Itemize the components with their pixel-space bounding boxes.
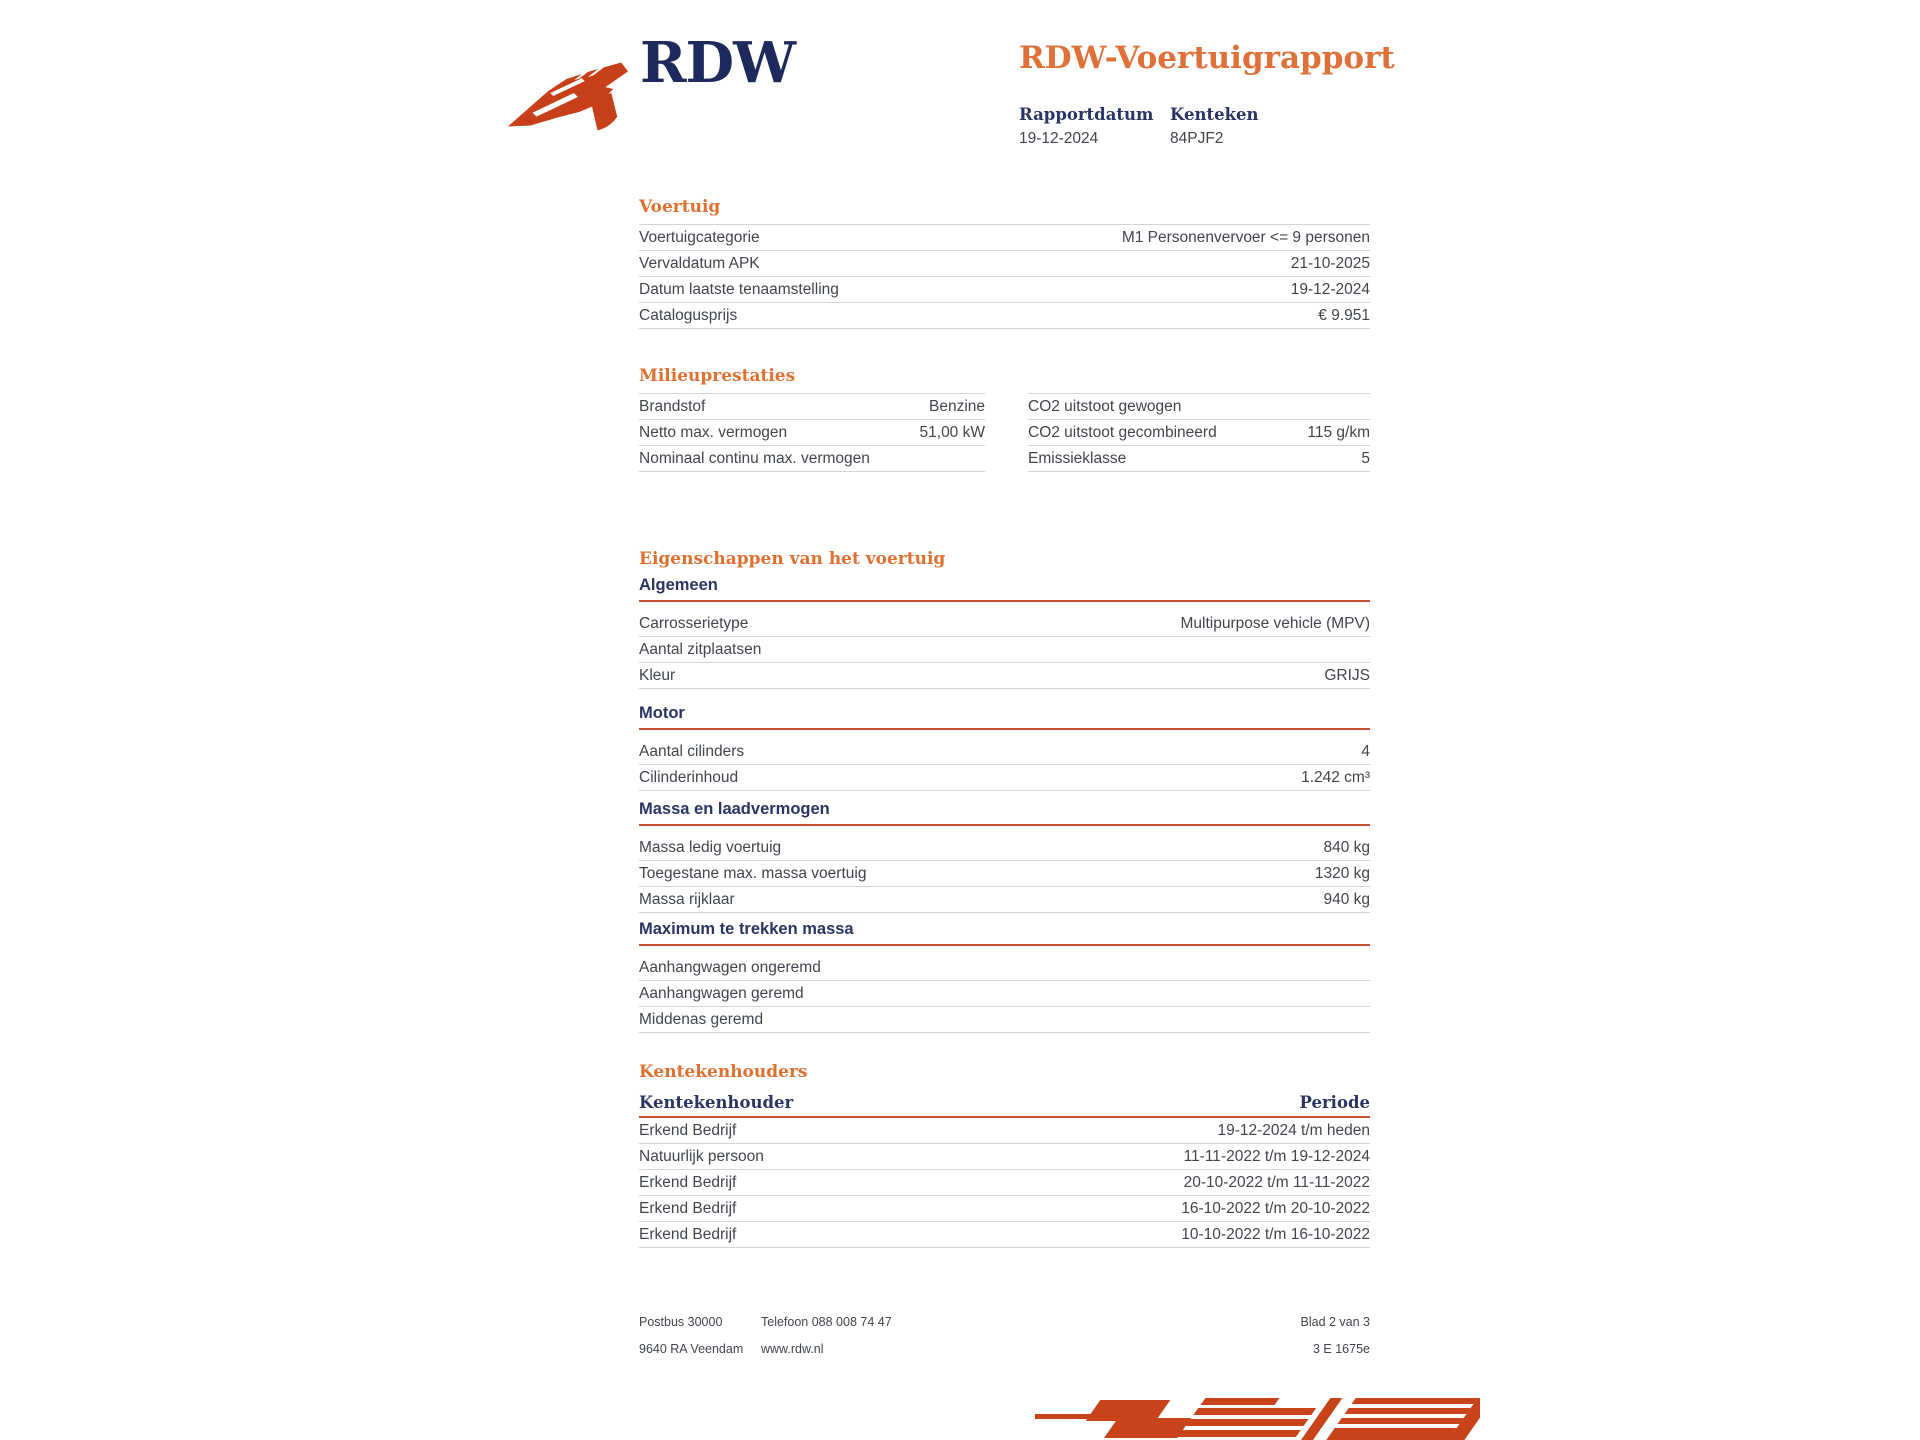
- table-row: [639, 1170, 1370, 1196]
- subsection-motor: [639, 704, 1370, 791]
- table-row: [639, 1144, 1370, 1170]
- row-value: GRIJS: [1324, 666, 1370, 684]
- table-row: [639, 394, 985, 420]
- row-value: 5: [1361, 449, 1370, 467]
- report-date-label: Rapportdatum: [1019, 105, 1154, 124]
- rdw-feather-icon: [503, 47, 631, 139]
- subsection-massa: [639, 800, 1370, 913]
- holder-cell: Natuurlijk persoon: [639, 1147, 764, 1165]
- table-row: [639, 1007, 1370, 1033]
- report-meta: [1019, 105, 1321, 148]
- algemeen-table: [639, 611, 1370, 689]
- column-header-periode: Periode: [1299, 1093, 1370, 1112]
- milieu-right-table: [1028, 393, 1370, 472]
- section-title: Voertuig: [639, 197, 721, 217]
- motif-striped-block: [1326, 1398, 1480, 1440]
- kentekenhouders-header-row: [639, 1089, 1370, 1118]
- footer-line-2: [639, 1342, 1370, 1356]
- table-row: [639, 1118, 1370, 1144]
- holder-cell: Erkend Bedrijf: [639, 1173, 737, 1191]
- motif-stripes: [1176, 1408, 1316, 1440]
- period-cell: 16-10-2022 t/m 20-10-2022: [1181, 1199, 1370, 1217]
- motor-table: [639, 739, 1370, 791]
- row-label: Brandstof: [639, 397, 706, 415]
- row-label: Middenas geremd: [639, 1010, 764, 1028]
- subsection-title-trekken: Maximum te trekken massa: [639, 920, 1370, 946]
- table-row: [639, 303, 1370, 329]
- row-label: Aantal cilinders: [639, 742, 745, 760]
- document-title: RDW-Voertuigrapport: [1019, 40, 1395, 76]
- row-value: 19-12-2024: [1290, 280, 1370, 298]
- row-value: € 9.951: [1318, 306, 1370, 324]
- footer-phone: Telefoon 088 008 74 47: [761, 1315, 892, 1329]
- table-row: [639, 277, 1370, 303]
- row-label: Emissieklasse: [1028, 449, 1127, 467]
- table-row: [639, 446, 985, 472]
- kentekenhouders-table: [639, 1118, 1370, 1248]
- table-row: [639, 1222, 1370, 1248]
- period-cell: 20-10-2022 t/m 11-11-2022: [1183, 1173, 1370, 1191]
- report-date-block: [1019, 105, 1170, 148]
- column-header-kentekenhouder: Kentekenhouder: [639, 1093, 794, 1112]
- table-row: [639, 739, 1370, 765]
- motif-top-bar: [1201, 1398, 1280, 1405]
- table-row: [639, 981, 1370, 1007]
- subsection-title-massa: Massa en laadvermogen: [639, 800, 1370, 826]
- section-voertuig: [639, 197, 1370, 329]
- table-row: [639, 765, 1370, 791]
- rdw-logo-text: RDW: [640, 30, 795, 96]
- row-label: Aanhangwagen geremd: [639, 984, 804, 1002]
- footer-page-indicator: Blad 2 van 3: [1300, 1315, 1370, 1329]
- row-label: Cilinderinhoud: [639, 768, 739, 786]
- massa-table: [639, 835, 1370, 913]
- holder-cell: Erkend Bedrijf: [639, 1225, 737, 1243]
- table-row: [639, 611, 1370, 637]
- footer-doc-code: 3 E 1675e: [1313, 1342, 1370, 1356]
- period-cell: 10-10-2022 t/m 16-10-2022: [1181, 1225, 1370, 1243]
- holder-cell: Erkend Bedrijf: [639, 1199, 737, 1217]
- table-row: [639, 637, 1370, 663]
- row-value: 21-10-2025: [1290, 254, 1370, 272]
- row-label: Netto max. vermogen: [639, 423, 788, 441]
- section-title: Eigenschappen van het voertuig: [639, 549, 946, 569]
- table-row: [639, 420, 985, 446]
- license-plate-block: [1170, 105, 1321, 148]
- table-row: [639, 663, 1370, 689]
- milieu-left-table: [639, 393, 985, 472]
- section-title: Kentekenhouders: [639, 1062, 808, 1082]
- table-row: [639, 251, 1370, 277]
- row-label: Catalogusprijs: [639, 306, 738, 324]
- table-row: [1028, 420, 1370, 446]
- subsection-trekken: [639, 920, 1370, 1033]
- row-label: Vervaldatum APK: [639, 254, 760, 272]
- row-value: 4: [1361, 742, 1370, 760]
- section-title: Milieuprestaties: [639, 366, 796, 386]
- row-label: Carrosserietype: [639, 614, 749, 632]
- row-label: Aantal zitplaatsen: [639, 640, 762, 658]
- milieu-columns: [639, 393, 1370, 472]
- table-row: [639, 835, 1370, 861]
- row-label: CO2 uitstoot gecombineerd: [1028, 423, 1217, 441]
- table-row: [639, 887, 1370, 913]
- row-value: M1 Personenvervoer <= 9 personen: [1121, 228, 1370, 246]
- subsection-title-motor: Motor: [639, 704, 1370, 730]
- row-label: Kleur: [639, 666, 676, 684]
- table-row: [639, 1196, 1370, 1222]
- row-value: 1320 kg: [1314, 864, 1370, 882]
- row-value: 1.242 cm³: [1301, 768, 1370, 786]
- table-row: [1028, 394, 1370, 420]
- subsection-title-algemeen: Algemeen: [639, 576, 1370, 602]
- period-cell: 11-11-2022 t/m 19-12-2024: [1183, 1147, 1370, 1165]
- row-label: CO2 uitstoot gewogen: [1028, 397, 1182, 415]
- table-row: [1028, 446, 1370, 472]
- trekken-table: [639, 955, 1370, 1033]
- footer-address-line2: 9640 RA Veendam: [639, 1342, 744, 1356]
- section-kentekenhouders: [639, 1062, 1370, 1248]
- row-label: Voertuigcategorie: [639, 228, 760, 246]
- section-eigenschappen: [639, 549, 1370, 689]
- section-milieuprestaties: [639, 366, 1370, 472]
- row-label: Massa rijklaar: [639, 890, 735, 908]
- footer-address-line1: Postbus 30000: [639, 1315, 723, 1329]
- voertuig-table: [639, 224, 1370, 329]
- table-row: [639, 225, 1370, 251]
- license-plate-label: Kenteken: [1170, 105, 1259, 124]
- row-value: 840 kg: [1323, 838, 1370, 856]
- row-label: Aanhangwagen ongeremd: [639, 958, 821, 976]
- table-row: [639, 861, 1370, 887]
- holder-cell: Erkend Bedrijf: [639, 1121, 737, 1139]
- footer-website: www.rdw.nl: [761, 1342, 824, 1356]
- rdw-motif-graphic: [1035, 1398, 1480, 1440]
- row-value: Benzine: [928, 397, 985, 415]
- period-cell: 19-12-2024 t/m heden: [1217, 1121, 1370, 1139]
- row-label: Datum laatste tenaamstelling: [639, 280, 839, 298]
- row-value: Multipurpose vehicle (MPV): [1180, 614, 1370, 632]
- row-label: Massa ledig voertuig: [639, 838, 782, 856]
- table-row: [639, 955, 1370, 981]
- license-plate-value: 84PJF2: [1170, 130, 1224, 147]
- report-date-value: 19-12-2024: [1019, 130, 1099, 147]
- row-value: 940 kg: [1323, 890, 1370, 908]
- footer-line-1: [639, 1315, 1370, 1329]
- row-value: 115 g/km: [1307, 423, 1370, 441]
- row-value: 51,00 kW: [919, 423, 985, 441]
- row-label: Nominaal continu max. vermogen: [639, 449, 870, 467]
- row-label: Toegestane max. massa voertuig: [639, 864, 867, 882]
